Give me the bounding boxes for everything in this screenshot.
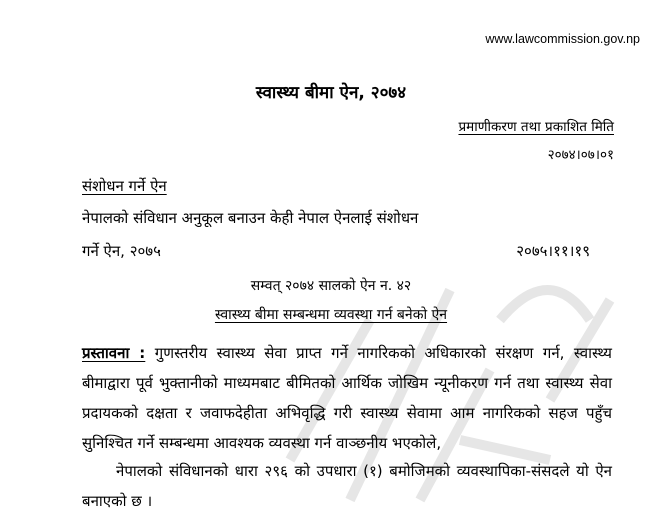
website-url[interactable]: www.lawcommission.gov.np xyxy=(485,32,640,46)
authentication-label: प्रमाणीकरण तथा प्रकाशित मिति xyxy=(458,119,614,135)
act-number: सम्वत् २०७४ सालको ऐन न. ४२ xyxy=(250,278,412,294)
amendment-date: २०७५।११।१९ xyxy=(516,242,590,260)
amendment-line-1: नेपालको संविधान अनुकूल बनाउन केही नेपाल ऐनलाई संशोधन xyxy=(82,209,419,227)
preamble-paragraph xyxy=(82,338,612,458)
act-subtitle: स्वास्थ्य बीमा सम्बन्धमा व्यवस्था गर्न बनेको ऐन xyxy=(214,307,448,323)
amendment-heading: संशोधन गर्ने ऐन xyxy=(82,177,167,195)
amendment-line-2: गर्ने ऐन, २०७५ xyxy=(82,242,161,260)
enactment-paragraph: नेपालको संविधानको धारा २९६ को उपधारा (१) बमोजिमको व्यवस्थापिका-संसदले यो ऐन बनाएको छ । xyxy=(82,462,612,510)
preamble-label: प्रस्तावना : xyxy=(82,344,146,362)
authentication-date: २०७४।०७।०१ xyxy=(547,147,614,163)
page-title: स्वास्थ्य बीमा ऐन, २०७४ xyxy=(255,83,407,103)
preamble-text: गुणस्तरीय स्वास्थ्य सेवा प्राप्त गर्ने नागरिकको अधिकारको संरक्षण गर्न, स्वास्थ्य बीमाद्वारा पूर्व भुक्तानीको माध्यमबाट बीमितको आर्थिक जोखिम न्यूनीकरण गर्न तथा स्वास्थ्य सेवा प्रदायकको दक्षता र जवाफदेहीता अभिवृद्धि गरी स्वास्थ्य सेवामा आम नागरिकको सहज पहुँच सुनिश्चित गर्ने सम्बन्धमा आवश्यक व्यवस्था गर्न वाञ्छनीय भएकोले, xyxy=(82,344,612,452)
